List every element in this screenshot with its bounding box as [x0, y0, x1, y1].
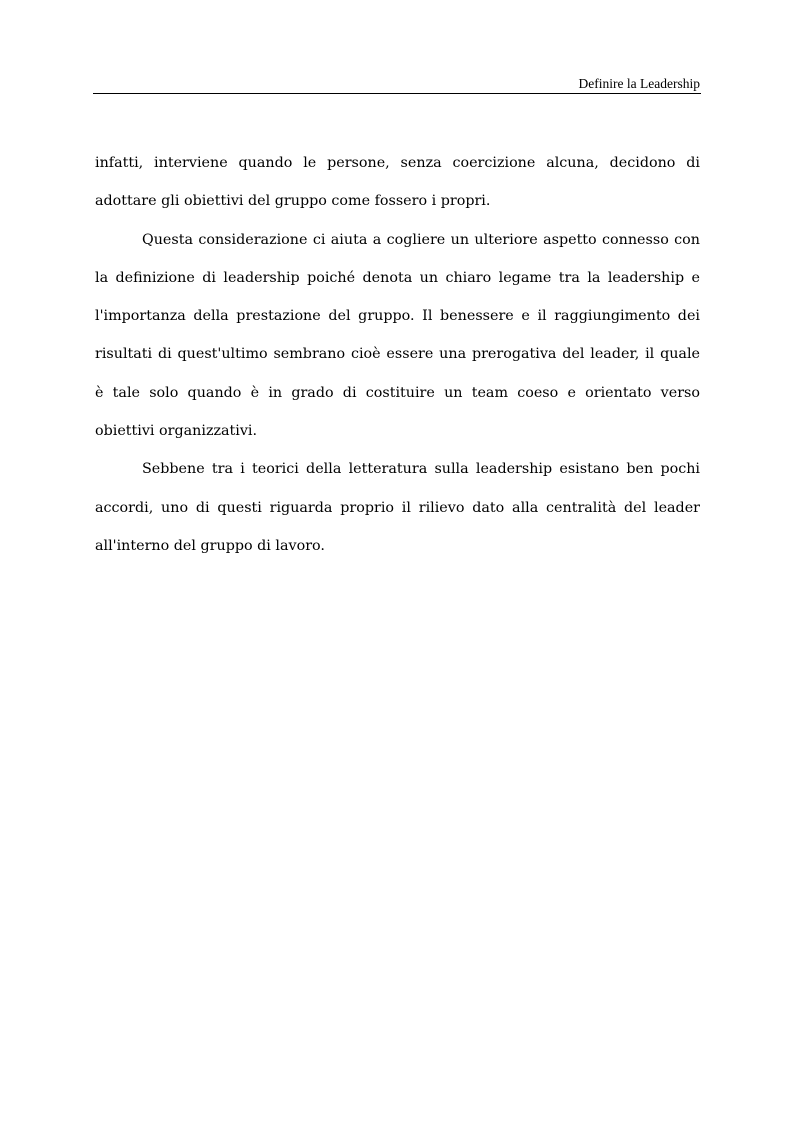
text-line: obiettivi organizzativi. [95, 423, 258, 440]
text-line: Sebbene tra i teorici della letteratura sulla leadership esistano ben pochi [142, 461, 700, 478]
text-line: è tale solo quando è in grado di costituire un team coeso e orientato verso [95, 384, 700, 401]
text-line: all'interno del gruppo di lavoro. [95, 537, 325, 554]
body-text [95, 144, 700, 565]
paragraph-3 [95, 450, 700, 565]
text-line: accordi, uno di questi riguarda proprio il rilievo dato alla centralità del leader [95, 499, 700, 516]
running-header-title: Definire la Leadership [578, 76, 700, 91]
text-line: l'importanza della prestazione del gruppo. Il benessere e il raggiungimento dei [95, 308, 700, 325]
text-line: risultati di quest'ultimo sembrano cioè essere una prerogativa del leader, il quale [95, 346, 700, 363]
text-line: infatti, interviene quando le persone, senza coercizione alcuna, decidono di [95, 155, 700, 171]
running-header [93, 76, 701, 94]
text-line: la definizione di leadership poiché denota un chiaro legame tra la leadership e [95, 269, 700, 286]
paragraph-2 [95, 221, 700, 451]
text-line: adottare gli obiettivi del gruppo come fossero i propri. [95, 193, 491, 210]
paragraph-1 [95, 144, 700, 221]
text-line: Questa considerazione ci aiuta a cogliere un ulteriore aspetto connesso con [142, 231, 700, 248]
